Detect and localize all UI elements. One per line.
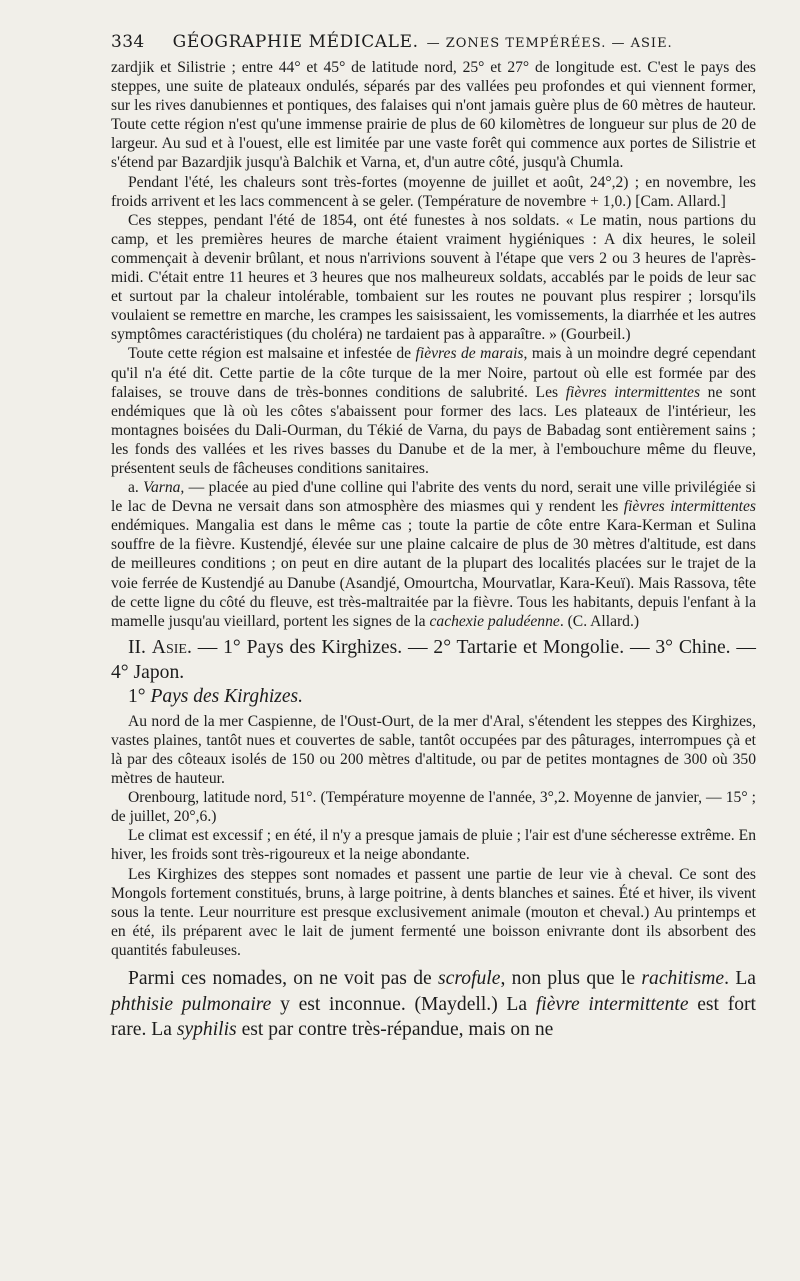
- paragraph-soldiers: Ces steppes, pendant l'été de 1854, ont été funestes à nos soldats. « Le matin, nous partions du camp, et les premières heures de marche étaient vraiment hygiéniques : A dix heures, le soleil commençait à devenir brûlant, et nous n'arrivions souvent à l'étape que vers 2 ou 3 heures de l'après-midi. C'était entre 11 heures et 3 heures que nos malheureux soldats, accablés par le poids de leur sac et surtout par la chaleur intolérable, tombaient sur les routes ne pouvant plus respirer ; lorsqu'ils voulaient se remettre en marche, les crampes les saisissaient, les vomissements, la diarrhée et les autres symptômes caractéristiques (du choléra) ne tardaient pas à apparaître. » (Gourbeil.): [111, 211, 756, 344]
- body-text: [111, 58, 756, 1043]
- paragraph-kirghizes-geography: Au nord de la mer Caspienne, de l'Oust-Ourt, de la mer d'Aral, s'étendent les steppes des Kirghizes, vastes plaines, tantôt nues et couvertes de sable, tantôt occupées par des pâturages, interrompues çà et là par des côteaux isolés de 150 ou 200 mètres d'altitude, ou par de petites montagnes de 300 où 350 mètres de hauteur.: [111, 712, 756, 788]
- paragraph-orenbourg: Orenbourg, latitude nord, 51°. (Température moyenne de l'année, 3°,2. Moyenne de janvier, — 15° ; de juillet, 20°,6.): [111, 789, 756, 826]
- running-title: GÉOGRAPHIE MÉDICALE.: [172, 32, 419, 52]
- paragraph-nomads: Les Kirghizes des steppes sont nomades et passent une partie de leur vie à cheval. Ce sont des Mongols fortement constitués, bruns, à large poitrine, à dents blanches et saines. Été et hiver, ils vivent sous la tente. Leur nourriture est presque exclusivement animale (mouton et cheval.) Au printemps et en été, ils préparent avec le lait de jument fermenté une boisson enivrante dont ils absorbent des quantités fabuleuses.: [111, 865, 756, 959]
- paragraph-fevers: Toute cette région est malsaine et infestée de fièvres de marais, mais à un moindre degré cependant qu'il n'a été dit. Cette partie de la côte turque de la mer Noire, partout où elle est formée par des falaises, se trouve dans de très-bonnes conditions de salubrité. Les fièvres intermittentes ne sont endémiques que là où les côtes s'abaissent pour former des lacs. Les plateaux de l'intérieur, les montagnes boisées du Dali-Ourman, du Tékié de Varna, du pays de Babadag sont entièrement sains ; les fonds des vallées et les rives basses du Danube et de la mer, à l'embouchure même du fleuve, présentent seuls de fâcheuses conditions sanitaires.: [111, 345, 757, 477]
- running-subtitle: — ZONES TEMPÉRÉES. — ASIE.: [426, 36, 673, 51]
- paragraph-diseases: Parmi ces nomades, on ne voit pas de scrofule, non plus que le rachitisme. La phthisie pulmonaire y est inconnue. (Maydell.) La fièvre intermittente est fort rare. La syphilis est par contre très-répandue, mais on ne: [111, 968, 757, 1041]
- paragraph-steppes: zardjik et Silistrie ; entre 44° et 45° de latitude nord, 25° et 27° de longitude est. C'est le pays des steppes, une suite de plateaux ondulés, séparés par des vallées peu profondes et qui viennent former, sur les rives danubiennes et pontiques, des falaises qui n'ont jamais guère plus de 60 mètres de hauteur. Toute cette région n'est qu'une immense prairie de plus de 60 kilomètres de longueur sur plus de 20 de largeur. Au sud et à l'ouest, elle est limitée par une vaste forêt qui commence aux portes de Silistrie et s'étend par Bazardjik jusqu'à Balchik et Varna, et, d'un autre côté, jusqu'à Chumla.: [111, 59, 756, 172]
- subsection-heading-kirghizes: 1° Pays des Kirghizes.: [128, 685, 304, 707]
- running-head: [111, 32, 756, 58]
- paragraph-climate: Le climat est excessif ; en été, il n'y a presque jamais de pluie ; l'air est d'une sécheresse extrême. En hiver, les froids sont très-rigoureux et la neige abondante.: [111, 827, 756, 864]
- paragraph-varna: a. Varna, — placée au pied d'une colline qui l'abrite des vents du nord, serait une ville privilégiée si le lac de Devna ne versait dans son atmosphère des miasmes qui y rendent les fièvres intermittentes endémiques. Mangalia est dans le même cas ; toute la partie de côte entre Kara-Kerman et Sulina souffre de la fièvre. Kustendjé, élevée sur une plaine calcaire de plus de 30 mètres d'altitude, est dans de meilleures conditions ; on peut en dire autant de la plupart des localités placées sur le trajet de la voie ferrée de Kustendjé au Danube (Asandjé, Omourtcha, Mourvatlar, Kara-Keuï). Mais Rassova, tête de cette ligne du côté du fleuve, est très-maltraitée par la fièvre. Tous les habitants, depuis l'enfant à la mamelle jusqu'au vieillard, portent les signes de la cachexie paludéenne. (C. Allard.): [111, 479, 757, 630]
- page-number: 334: [111, 32, 145, 52]
- section-heading-asie: II. Asie. — 1° Pays des Kirghizes. — 2° Tartarie et Mongolie. — 3° Chine. — 4° Japon.: [111, 636, 756, 683]
- paragraph-temperature: Pendant l'été, les chaleurs sont très-fortes (moyenne de juillet et août, 24°,2) ; en novembre, les froids arrivent et les lacs commencent à se geler. (Température de novembre + 1,0.) [Cam. Allard.]: [111, 173, 756, 210]
